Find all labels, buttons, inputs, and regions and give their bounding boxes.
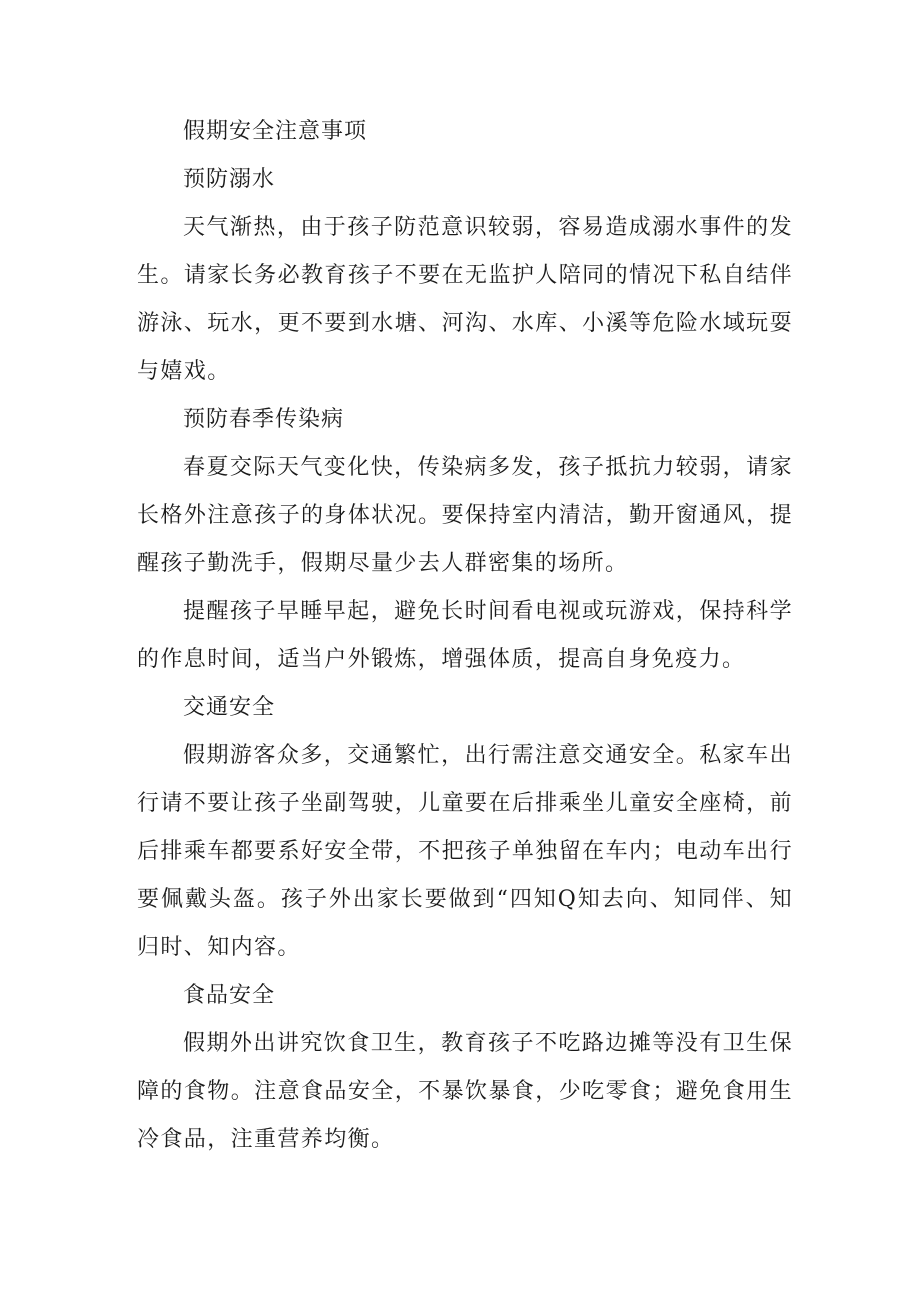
paragraph-drowning: 天气渐热，由于孩子防范意识较弱，容易造成溺水事件的发生。请家长务必教育孩子不要在无监护人陪同的情况下私自结伴游泳、玩水，更不要到水塘、河沟、水库、小溪等危险水域玩耍与嬉戏。 bbox=[137, 215, 793, 384]
paragraph-food-safety: 假期外出讲究饮食卫生，教育孩子不吃路边摊等没有卫生保障的食物。注意食品安全，不暴饮暴食，少吃零食；避免食用生冷食品，注重营养均衡。 bbox=[137, 1031, 793, 1152]
document-title: 假期安全注意事项 bbox=[183, 119, 368, 144]
section-heading-infectious-disease: 预防春季传染病 bbox=[183, 407, 345, 432]
section-heading-food-safety: 食品安全 bbox=[183, 983, 276, 1008]
paragraph-infectious-disease-2: 提醒孩子早睡早起，避免长时间看电视或玩游戏，保持科学的作息时间，适当户外锻炼，增强体质，提高自身免疫力。 bbox=[137, 599, 793, 672]
section-heading-drowning: 预防溺水 bbox=[183, 167, 276, 192]
paragraph-infectious-disease-1: 春夏交际天气变化快，传染病多发，孩子抵抗力较弱，请家长格外注意孩子的身体状况。要保持室内清洁，勤开窗通风，提醒孩子勤洗手，假期尽量少去人群密集的场所。 bbox=[137, 455, 793, 576]
document-body bbox=[137, 108, 793, 1164]
paragraph-traffic-safety: 假期游客众多，交通繁忙，出行需注意交通安全。私家车出行请不要让孩子坐副驾驶，儿童要在后排乘坐儿童安全座椅，前后排乘车都要系好安全带，不把孩子单独留在车内；电动车出行要佩戴头盔。孩子外出家长要做到“四知Q知去向、知同伴、知归时、知内容。 bbox=[137, 743, 793, 960]
section-heading-traffic-safety: 交通安全 bbox=[183, 695, 276, 720]
